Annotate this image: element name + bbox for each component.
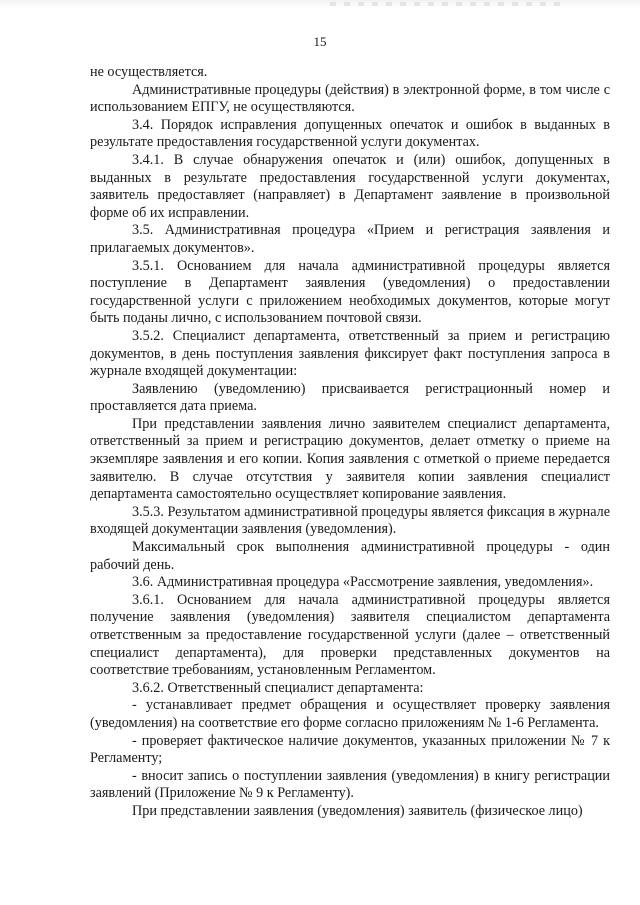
paragraph: не осуществляется. bbox=[90, 64, 208, 80]
page-number: 15 bbox=[313, 34, 327, 49]
paragraph: 3.4.1. В случае обнаружения опечаток и (или) ошибок, допущенных в выданных в результате предоставления государственной услуги документах, заявитель предоставляет (направляет) в Департамент заявление в произвольной форме об их исправлении. bbox=[90, 151, 610, 221]
paragraph: 3.6.1. Основанием для начала административной процедуры является получение заявления (уведомления) заявителя специалистом департамента ответственным за предоставление государственной услуги (далее – ответственный специалист департамента), для проверки представленных документов на соответствие требованиям, установленным Регламентом. bbox=[90, 591, 610, 679]
section-heading: 3.6. Административная процедура «Рассмотрение заявления, уведомления». bbox=[132, 574, 594, 591]
list-item: - устанавливает предмет обращения и осуществляет проверку заявления (уведомления) на соответствие его форме согласно приложениям № 1-6 Регламента. bbox=[90, 697, 610, 731]
section-heading: 3.5. Административная процедура «Прием и регистрация заявления и прилагаемых документов». bbox=[90, 222, 610, 256]
paragraph: 3.5.1. Основанием для начала административной процедуры является поступление в Департамент заявления (уведомления) о предоставлении государственной услуги с приложением необходимых документов, которые могут быть поданы лично, с использованием почтовой связи. bbox=[90, 257, 610, 327]
paragraph: Максимальный срок выполнения административной процедуры - один рабочий день. bbox=[90, 539, 610, 573]
list-item: - проверяет фактическое наличие документов, указанных приложении № 7 к Регламенту; bbox=[90, 732, 610, 767]
paragraph: 3.6.2. Ответственный специалист департамента: bbox=[132, 679, 424, 696]
paragraph: 3.5.2. Специалист департамента, ответственный за прием и регистрацию документов, в день поступления заявления фиксирует факт поступления запроса в журнале входящей документации: bbox=[90, 327, 610, 380]
paragraph: Административные процедуры (действия) в электронной форме, в том числе с использованием ЕПГУ, не осуществляются. bbox=[90, 81, 610, 116]
paragraph: При представлении заявления (уведомления) заявитель (физическое лицо) bbox=[132, 802, 583, 819]
scan-artifact bbox=[330, 2, 560, 6]
list-item: - вносит запись о поступлении заявления (уведомления) в книгу регистрации заявлений (Приложение № 9 к Регламенту). bbox=[90, 767, 610, 802]
document-body bbox=[90, 64, 610, 821]
section-heading: 3.4. Порядок исправления допущенных опечаток и ошибок в выданных в результате предоставления государственной услуги документах. bbox=[90, 116, 610, 151]
paragraph: Заявлению (уведомлению) присваивается регистрационный номер и проставляется дата приема. bbox=[90, 380, 610, 415]
paragraph: 3.5.3. Результатом административной процедуры является фиксация в журнале входящей документации заявления (уведомления). bbox=[90, 503, 611, 538]
paragraph: При представлении заявления лично заявителем специалист департамента, ответственный за прием и регистрацию документов, делает отметку о приеме на экземпляре заявления и его копии. Копия заявления с отметкой о приеме передается заявителю. В случае отсутствия у заявителя копии заявления специалист департамента самостоятельно осуществляет копирование заявления. bbox=[90, 415, 610, 503]
